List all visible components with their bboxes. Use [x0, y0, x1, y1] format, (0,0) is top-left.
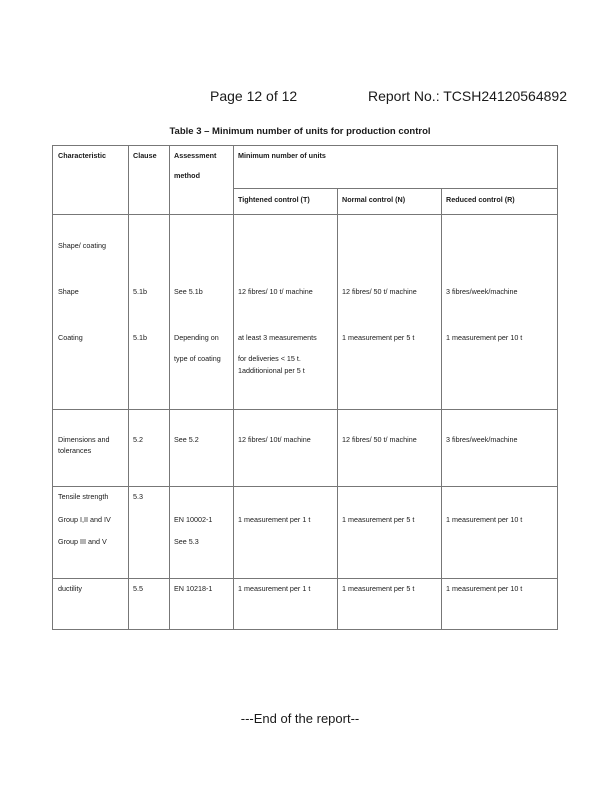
ductility-clause: 5.5	[133, 584, 143, 593]
tensile-tightened: 1 measurement per 1 t	[238, 515, 311, 524]
coating-label: Coating	[58, 333, 83, 342]
coating-tightened: at least 3 measurements	[238, 333, 317, 342]
header-assessment-method: method	[174, 171, 200, 180]
shape-label: Shape	[58, 287, 79, 296]
dimensions-label: Dimensions and	[58, 435, 110, 444]
shape-coating-label: Shape/ coating	[58, 241, 106, 250]
col-divider	[128, 146, 129, 629]
shape-tightened: 12 fibres/ 10 t/ machine	[238, 287, 313, 296]
report-number: Report No.: TCSH24120564892	[368, 88, 567, 104]
dimensions-reduced: 3 fibres/week/machine	[446, 435, 518, 444]
production-control-table	[52, 145, 558, 630]
header-characteristic: Characteristic	[58, 151, 106, 160]
ductility-label: ductility	[58, 584, 82, 593]
coating-tightened-2: for deliveries < 15 t.	[238, 354, 301, 363]
shape-normal: 12 fibres/ 50 t/ machine	[342, 287, 417, 296]
header-tightened: Tightened control (T)	[238, 195, 310, 204]
shape-clause: 5.1b	[133, 287, 147, 296]
tensile-clause: 5.3	[133, 492, 143, 501]
dimensions-method: See 5.2	[174, 435, 199, 444]
col-divider	[169, 146, 170, 629]
header-min-units: Minimum number of units	[238, 151, 326, 160]
ductility-reduced: 1 measurement per 10 t	[446, 584, 523, 593]
row-divider	[53, 578, 557, 579]
col-divider	[233, 146, 234, 629]
coating-method: Depending on	[174, 333, 219, 342]
row-divider	[53, 214, 557, 215]
shape-reduced: 3 fibres/week/machine	[446, 287, 518, 296]
ductility-tightened: 1 measurement per 1 t	[238, 584, 311, 593]
tensile-reduced: 1 measurement per 10 t	[446, 515, 523, 524]
coating-method-2: type of coating	[174, 354, 221, 363]
tensile-normal: 1 measurement per 5 t	[342, 515, 415, 524]
tensile-group-2: Group III and V	[58, 537, 107, 546]
row-divider	[53, 409, 557, 410]
end-of-report: ---End of the report--	[240, 711, 360, 726]
page-header	[0, 88, 600, 108]
header-normal: Normal control (N)	[342, 195, 406, 204]
coating-reduced: 1 measurement per 10 t	[446, 333, 523, 342]
header-clause: Clause	[133, 151, 157, 160]
dimensions-label-2: tolerances	[58, 446, 92, 455]
tensile-group-1: Group I,II and IV	[58, 515, 111, 524]
row-divider	[53, 486, 557, 487]
row-divider	[233, 188, 557, 189]
ductility-normal: 1 measurement per 5 t	[342, 584, 415, 593]
tensile-method: EN 10002-1	[174, 515, 213, 524]
table-title: Table 3 – Minimum number of units for production control	[169, 126, 431, 137]
dimensions-normal: 12 fibres/ 50 t/ machine	[342, 435, 417, 444]
coating-tightened-3: 1additionional per 5 t	[238, 366, 305, 375]
page-number: Page 12 of 12	[210, 88, 298, 104]
coating-normal: 1 measurement per 5 t	[342, 333, 415, 342]
header-assessment: Assessment	[174, 151, 217, 160]
coating-clause: 5.1b	[133, 333, 147, 342]
tensile-method-2: See 5.3	[174, 537, 199, 546]
ductility-method: EN 10218-1	[174, 584, 213, 593]
shape-method: See 5.1b	[174, 287, 203, 296]
dimensions-tightened: 12 fibres/ 10t/ machine	[238, 435, 311, 444]
tensile-label: Tensile strength	[58, 492, 109, 501]
header-reduced: Reduced control (R)	[446, 195, 515, 204]
dimensions-clause: 5.2	[133, 435, 143, 444]
